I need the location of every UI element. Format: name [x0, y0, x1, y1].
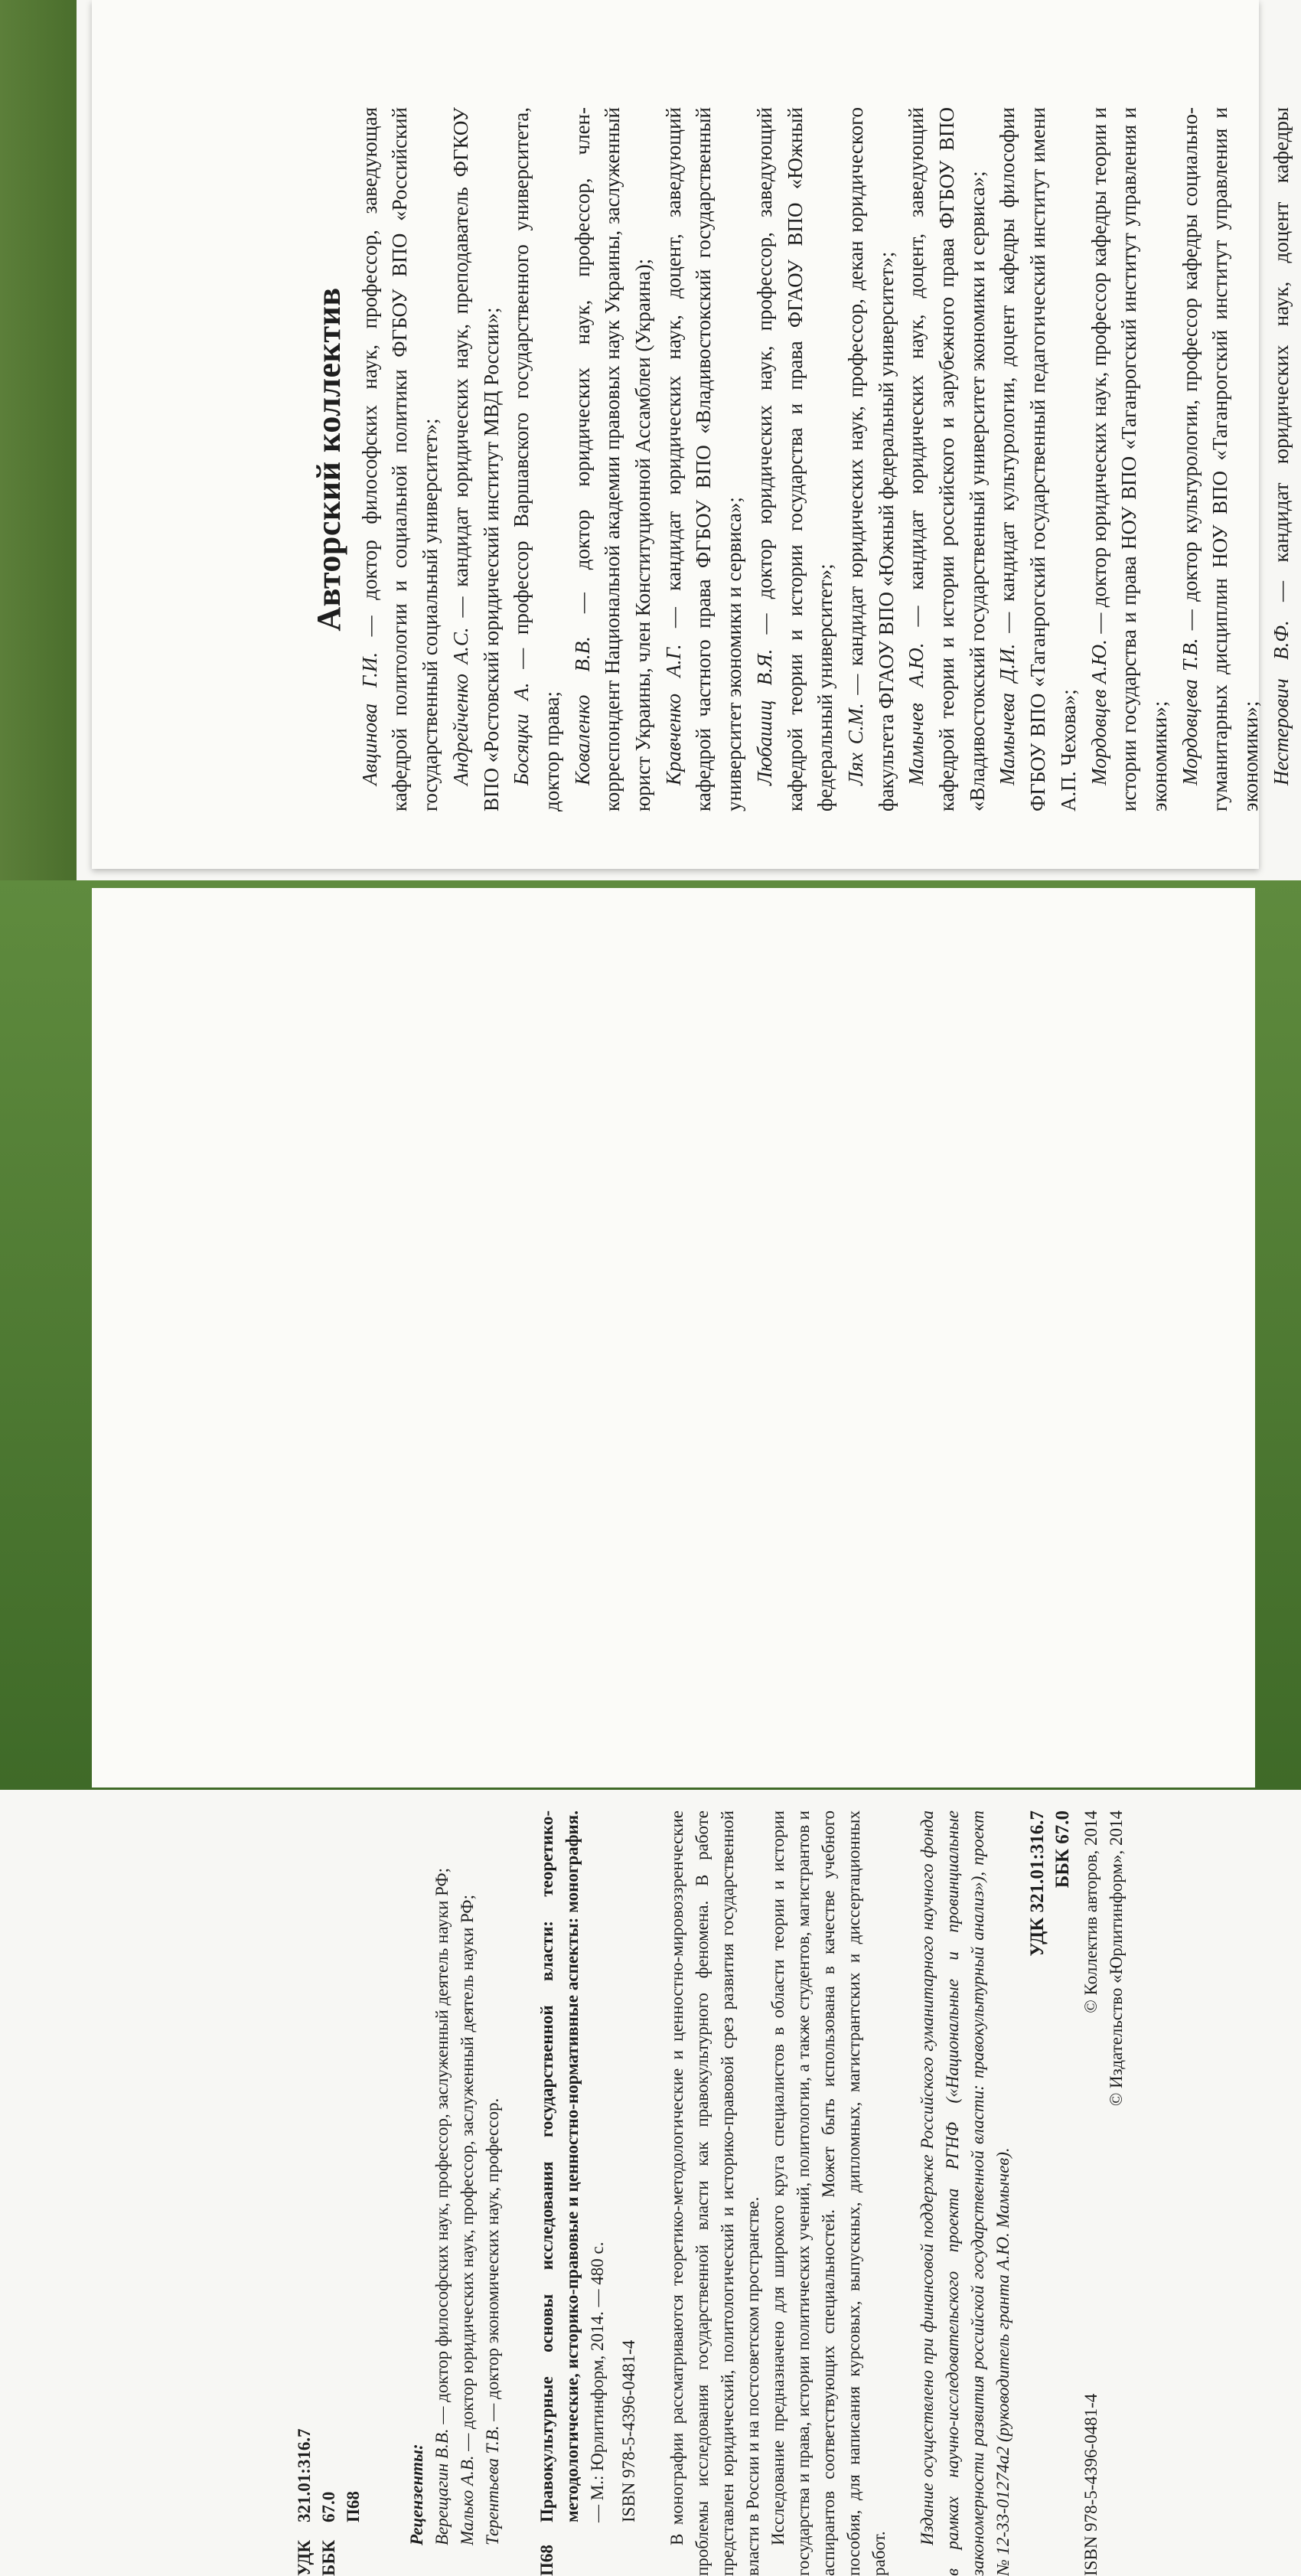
- author-description: — доктор юридических наук, профессор кафедры теории и истории государства и права НОУ ВПО «Таганрогский институт управления и экономики»;: [1087, 106, 1171, 811]
- author-description: — доктор юридических наук, профессор, член-корреспондент Национальной академии правовых наук Украины, заслуженный юрист Украины, член Конституционной Ассамблеи (Украина);: [570, 107, 655, 811]
- author-name: Мамычев А.Ю.: [905, 642, 928, 785]
- catalog-text: [534, 1810, 610, 2522]
- author-entry: [841, 107, 902, 811]
- author-name: Мордовцев А.Ю.: [1087, 639, 1110, 785]
- author-name: Коваленко В.В.: [570, 636, 594, 785]
- reviewer-name: Малько А.В.: [458, 2455, 477, 2545]
- udk-value: 321.01:316.7: [295, 2428, 314, 2522]
- isbn-line: ISBN 978-5-4396-0481-4: [619, 2339, 638, 2522]
- author-entry: [659, 107, 750, 811]
- author-entry: [993, 107, 1084, 811]
- author-sign-row: [341, 1810, 366, 2576]
- reviewers-list: [429, 1810, 505, 2576]
- abstract-paragraph: Исследование предназначено для широкого круга специалистов в области теории и истории государства и права, истории политических учений, политологии, а также студентов, магистрантов и аспирантов соответствующих специальностей. Может быть использована в качестве учебного пособия, для написания курсовых, выпускных, дипломных, магистрантских и диссертационных работ.: [768, 1810, 889, 2576]
- catalog-publisher: — М.: Юрлитинформ, 2014. — 480 с.: [588, 2241, 607, 2522]
- page-2-imprint: [92, 888, 1255, 2576]
- author-entry: [507, 107, 567, 811]
- imprint-section: [292, 1810, 1287, 2576]
- author-description: — кандидат культурологии, доцент кафедры философии ФГБОУ ВПО «Таганрогский государственный педагогический институт имени А.П. Чехова»;: [996, 107, 1080, 811]
- reviewer-name: Терентьева Т.В.: [483, 2425, 502, 2545]
- author-entry: [1267, 107, 1301, 811]
- reviewer-description: — доктор философских наук, профессор, заслуженный деятель науки РФ;: [432, 1867, 452, 2429]
- author-name: Любашиц В.Я.: [752, 648, 776, 785]
- reviewer-entry: [429, 1810, 455, 2576]
- author-description: — доктор юридических наук, профессор, заведующий кафедрой теории и истории государства и права ФГАОУ ВПО «Южный федеральный университет»;: [752, 107, 837, 811]
- classification-codes: [1025, 1810, 1075, 2576]
- abstract-paragraph: В монографии рассматриваются теоретико-методологические и ценностно-мировоззренческие проблемы исследования государственной власти как правокультурного феномена. В работе представлен юридический, политологический и историко-правовой срез развития государственной власти в России и на постсоветском пространстве.: [667, 1810, 762, 2576]
- author-entry: [568, 107, 659, 811]
- copyright-block: [1078, 1810, 1129, 2576]
- author-name: Мордовцева Т.В.: [1178, 638, 1202, 785]
- reviewer-entry: [480, 1810, 505, 2576]
- author-name: Нестерович В.Ф.: [1269, 620, 1293, 785]
- isbn-bottom: ISBN 978-5-4396-0481-4: [1081, 2393, 1100, 2576]
- author-description: — профессор Варшавского государственного университета, доктор права;: [510, 107, 563, 811]
- catalog-code: П68: [537, 2545, 556, 2576]
- author-sign: П68: [344, 2491, 363, 2522]
- catalog-title: Правокультурные основы исследования государственной власти: теоретико-методологические, историко-правовые и ценностно-нормативные аспекты: монография.: [537, 1810, 582, 2522]
- author-description: — кандидат юридических наук, преподаватель ФГКОУ ВПО «Ростовский юридический институт МВД России»;: [448, 107, 503, 811]
- reviewer-description: — доктор юридических наук, профессор, заслуженный деятель науки РФ;: [458, 1895, 477, 2456]
- author-entry: [1084, 107, 1175, 811]
- page-3: [92, 0, 1293, 869]
- udk-label: УДК: [295, 2539, 314, 2576]
- authors-list: [355, 107, 1301, 811]
- bbk-value: 67.0: [319, 2491, 338, 2522]
- reviewer-entry: [455, 1810, 480, 2576]
- grant-note: Издание осуществлено при финансовой поддержке Российского гуманитарного научного фонда в рамках научно-исследовательского проекта РГНФ («Национальные и провинциальные закономерности развития российской государственной власти: правокультурный анализ»), проект № 12-33-01274а2 (руководитель гранта А.Ю. Мамычев).: [918, 1810, 1012, 2576]
- author-description: — кандидат юридических наук, профессор, декан юридического факультета ФГАОУ ВПО «Южный федеральный университет»;: [843, 107, 898, 811]
- author-name: Авцинова Г.И.: [357, 651, 381, 785]
- bbk-bottom: ББК 67.0: [1052, 1810, 1073, 1889]
- author-description: — доктор философских наук, профессор, заведующая кафедрой политологии и социальной политики ФГБОУ ВПО «Российский государственный социальный университет»;: [357, 107, 442, 811]
- author-entry: [750, 107, 841, 811]
- author-name: Мамычева Д.И.: [996, 643, 1019, 785]
- reviewer-name: Верещагин В.В.: [432, 2428, 452, 2545]
- page-title: Авторский коллектив: [310, 287, 347, 632]
- catalog-entry: [534, 1810, 610, 2576]
- author-description: — доктор культурологии, профессор кафедры социально-гуманитарных дисциплин НОУ ВПО «Таганрогский институт управления и экономики»;: [1178, 107, 1263, 811]
- copyright-publisher: © Издательство «Юрлитинформ», 2014: [1107, 1810, 1126, 2107]
- authors-section: [310, 106, 1293, 811]
- bbk-label: ББК: [319, 2539, 338, 2576]
- author-entry: [902, 107, 993, 811]
- copyright-lines: [1078, 1810, 1129, 2106]
- reviewers-heading: Рецензенты:: [407, 2444, 426, 2545]
- author-name: Лях С.М.: [843, 703, 867, 785]
- udk-row: [292, 1810, 317, 2576]
- udk-bottom: УДК 321.01:316.7: [1027, 1810, 1048, 1957]
- bbk-row: [317, 1810, 341, 2576]
- reviewer-description: — доктор экономических наук, профессор.: [483, 2098, 502, 2426]
- author-description: — кандидат юридических наук, доцент кафедры: [1269, 107, 1293, 602]
- author-description: — кандидат юридических наук, доцент, заведующий кафедрой частного права ФГБОУ ВПО «Владивостокский государственный университет экономики и сервиса»;: [661, 107, 746, 811]
- author-entry: [355, 107, 446, 811]
- author-entry: [1175, 107, 1267, 811]
- author-description: — кандидат юридических наук, доцент, заведующий кафедрой теории и истории российского и зарубежного права ФГБОУ ВПО «Владивостокский государственный университет экономики и сервиса»;: [905, 107, 989, 811]
- author-name: Андрейченко А.С.: [448, 627, 472, 785]
- abstract: [664, 1810, 892, 2576]
- copyright-authors: © Коллектив авторов, 2014: [1081, 1810, 1100, 2013]
- author-name: Босяцки А.: [510, 682, 533, 785]
- reviewers: [404, 1810, 505, 2576]
- author-name: Кравченко А.Г.: [661, 644, 685, 785]
- author-entry: [446, 107, 507, 811]
